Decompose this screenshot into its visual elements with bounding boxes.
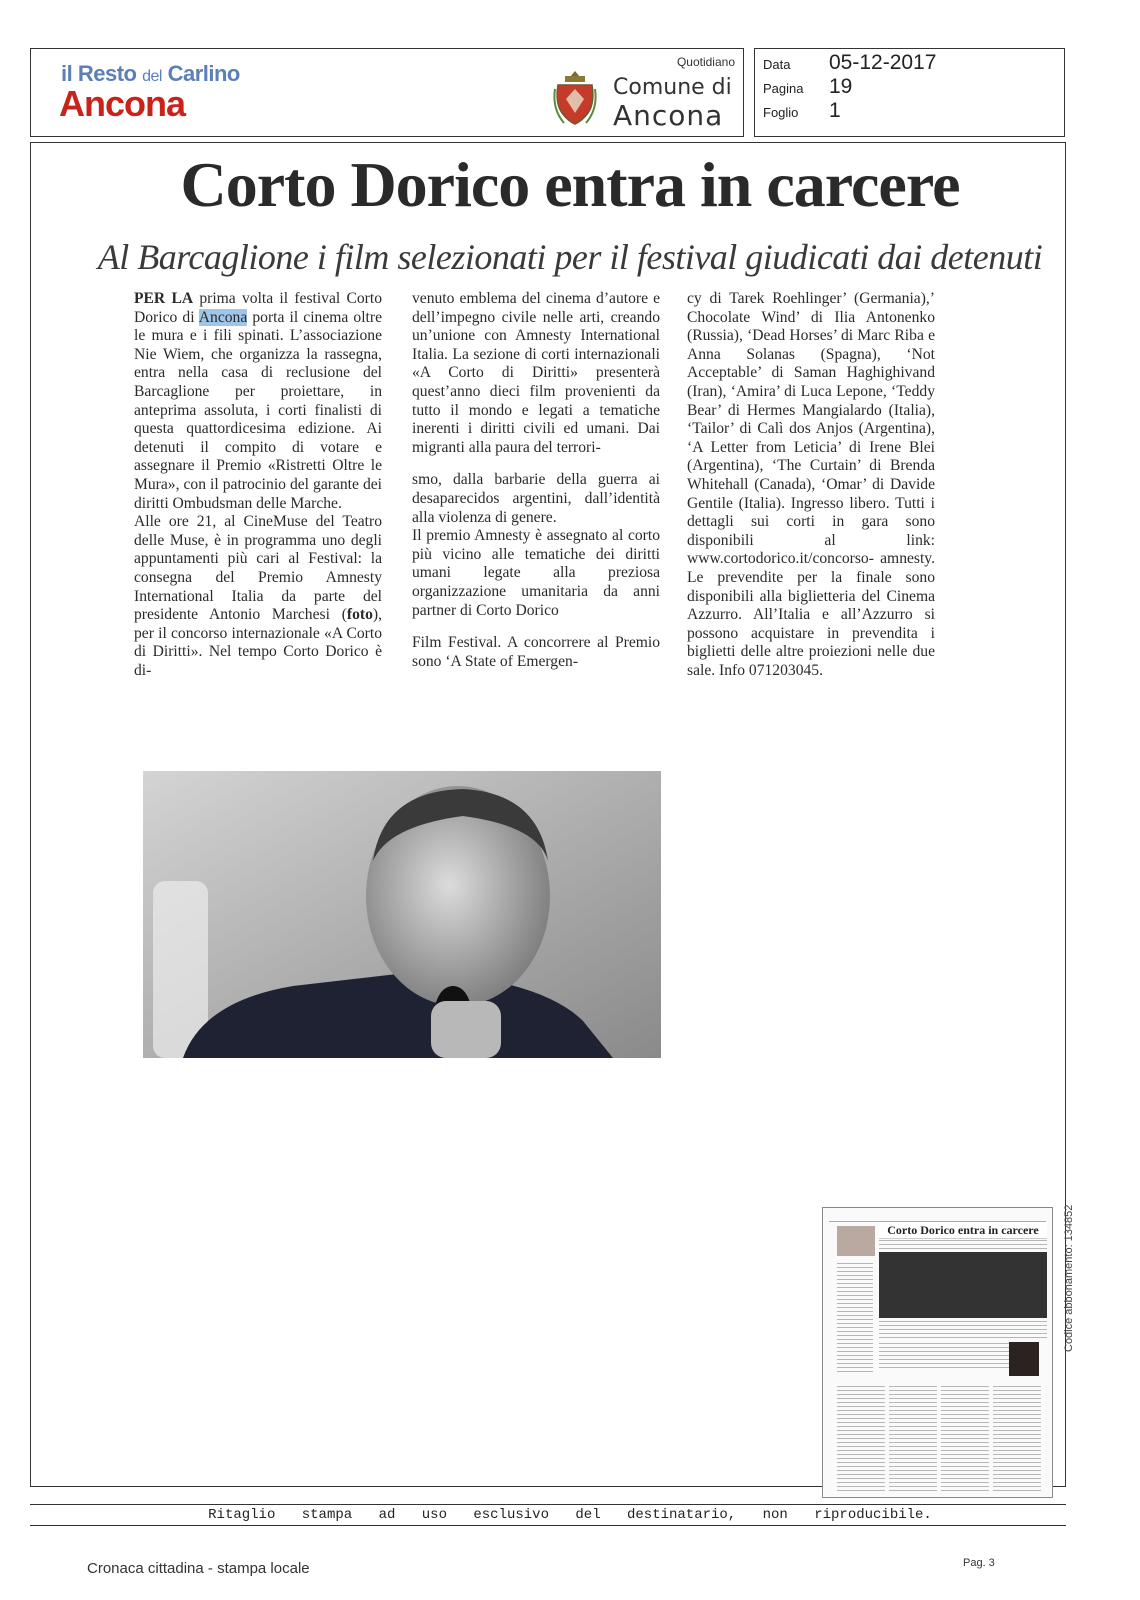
header-publication-box — [30, 48, 744, 137]
thumbnail-top-bar — [829, 1211, 1046, 1222]
article-column-3 — [687, 290, 935, 680]
quotidiano-label: Quotidiano — [676, 55, 735, 69]
thumbnail-text — [879, 1321, 1047, 1339]
article-column-2 — [412, 290, 660, 671]
reproduction-notice: Ritaglio stampa ad uso esclusivo del destinatario, non riproducibile. — [208, 1507, 932, 1523]
meta-value-data: 05-12-2017 — [829, 51, 937, 74]
comune-line-2: Ancona — [613, 99, 724, 132]
thumbnail-text — [837, 1386, 885, 1491]
article-headline: Corto Dorico entra in carcere — [180, 149, 960, 220]
thumbnail-text — [889, 1386, 937, 1491]
highlighted-term: Ancona — [198, 308, 248, 326]
paragraph: cy di Tarek Roehlinger’ (Germania),’ Chocolate Wind’ di Ilia Antonenko (Russia), ‘Dead Horses’ di Marc Riba e Anna Solanas (Spagna), ‘Not Acceptable’ di Saman Haghighivand (Iran), ‘Amira’ di Luca Lepone, ‘Teddy Bear’ di Hermes Mangialardo (Italia), ‘Tailor’ di Calì dos Anjos (Argentina), ‘A Letter from Leticia’ di Irene Blei (Argentina), ‘The Curtain’ di Brenda Whitehall (Canada), ‘Omar’ di Davide Gentile (Italia). Ingresso libero. Tutti i dettagli sui corti in gara sono disponibili al link: www.cortodorico.it/concorso- amnesty. Le prevendite per la finale sono disponibili alla biglietteria del Cinema Azzurro. All’Italia e all’Azzurro si possono acquistare in prevendita i biglietti delle altre proiezioni nelle due sale. Info 071203045. — [687, 290, 935, 679]
article-column-1 — [134, 290, 382, 680]
paragraph: Film Festival. A concorrere al Premio sono ‘A State of Emergen- — [412, 634, 660, 670]
thumbnail-text — [941, 1386, 989, 1491]
article-subheadline: Al Barcaglione i film selezionati per il festival giudicati dai detenuti — [97, 237, 1043, 277]
publication-brand: il Resto del Carlino — [61, 61, 240, 86]
paragraph: Alle ore 21, al CineMuse del Teatro delle Muse, è in programma uno degli appuntamenti più cari al Festival: la consegna del Premio Amnesty International Italia da parte del presidente Antonio Marchesi (foto), per il concorso internazionale «A Corto di Diritti». Nel tempo Corto Dorico è di- — [134, 513, 382, 679]
meta-value-pagina: 19 — [829, 75, 853, 98]
comune-crest-icon — [552, 69, 598, 129]
thumbnail-text — [879, 1343, 1009, 1371]
paragraph: PER LA prima volta il festival Corto Dorico di Ancona porta il cinema oltre le mura e i fili spinati. L’associazione Nie Wiem, che organizza la rassegna, entra nella casa di reclusione del Barcaglione per proiettare, in anteprima assoluta, i corti finalisti di questa quattordicesima edizione. Ai detenuti il compito di votare e assegnare il Premio «Ristretti Oltre le Mura», con il patrocinio del garante dei diritti Ombudsman delle Marche. — [134, 290, 382, 512]
article-photo — [143, 771, 661, 1058]
footer-category: Cronaca cittadina - stampa locale — [87, 1560, 310, 1577]
meta-label-data: Data — [763, 57, 791, 72]
meta-label-foglio: Foglio — [763, 105, 799, 120]
meta-value-foglio: 1 — [829, 99, 841, 122]
thumbnail-image — [879, 1252, 1047, 1318]
lead-words: PER LA — [134, 290, 194, 307]
thumbnail-small-image — [1009, 1342, 1039, 1376]
meta-label-pagina: Pagina — [763, 81, 804, 96]
paragraph: Il premio Amnesty è assegnato al corto più vicino alle tematiche dei diritti umani legate alla preziosa organizzazione umanitaria da anni partner di Corto Dorico — [412, 527, 660, 619]
thumbnail-headline: Corto Dorico entra in carcere — [879, 1222, 1047, 1239]
thumbnail-text — [837, 1263, 873, 1373]
paragraph: smo, dalla barbarie della guerra ai desaparecidos argentini, dall’identità alla violenza di genere. — [412, 471, 660, 526]
publication-edition: Ancona — [59, 83, 186, 124]
thumbnail-portrait — [837, 1226, 875, 1256]
thumbnail-text — [993, 1386, 1041, 1491]
comune-line-1: Comune di — [613, 75, 732, 100]
paragraph: venuto emblema del cinema d’autore e dell’impegno civile nelle arti, creando un’unione con Amnesty International Italia. La sezione di corti internazionali «A Corto di Diritti» presenterà quest’anno dieci film provenienti da tutto il mondo e legati a tematiche inerenti i diritti civili ed umani. Dai migranti alla paura del terrori- — [412, 290, 660, 456]
header-meta-box — [754, 48, 1065, 137]
footer-page-number: Pag. 3 — [963, 1557, 995, 1569]
thumbnail-subheadline — [879, 1240, 1047, 1250]
codice-abbonamento: Codice abbonamento: 134852 — [1063, 1204, 1075, 1352]
page-thumbnail — [822, 1207, 1053, 1498]
